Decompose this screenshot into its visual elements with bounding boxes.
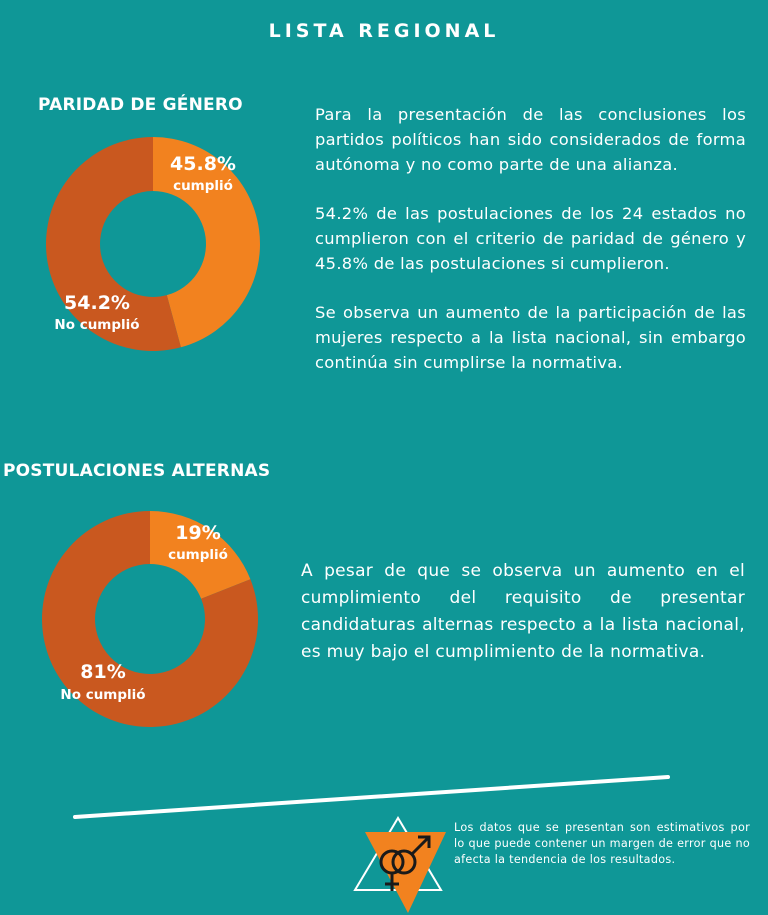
slice-value-label: 45.8% bbox=[170, 153, 236, 175]
slice-value-label: 19% bbox=[175, 522, 221, 544]
slice-category-label: cumplió bbox=[168, 547, 228, 563]
slice-category-label: cumplió bbox=[173, 178, 233, 194]
section-heading-alternas: POSTULACIONES ALTERNAS bbox=[3, 461, 271, 481]
footer-note: Los datos que se presentan son estimativos por lo que puede contener un margen de error que no afecta la tendencia de los resultados. bbox=[454, 821, 750, 866]
paragraph: Para la presentación de las conclusiones los partidos políticos han sido considerados de forma autónoma y no como parte de una alianza. bbox=[315, 105, 746, 174]
paragraph: Se observa un aumento de la participación de las mujeres respecto a la lista nacional, sin embargo continúa sin cumplirse la normativa. bbox=[315, 303, 746, 372]
section-text-alternas bbox=[301, 558, 745, 690]
section-text-paridad bbox=[315, 102, 746, 399]
donut-chart-alternas bbox=[20, 489, 280, 749]
slice-value-label: 81% bbox=[80, 661, 126, 683]
donut-chart-paridad bbox=[22, 114, 282, 374]
paragraph: 54.2% de las postulaciones de los 24 estados no cumplieron con el criterio de paridad de género y 45.8% de las postulaciones si cumplieron. bbox=[315, 204, 746, 273]
paragraph: A pesar de que se observa un aumento en el cumplimiento del requisito de presentar candidaturas alternas respecto a la lista nacional, es muy bajo el cumplimiento de la normativa. bbox=[301, 561, 745, 662]
slice-category-label: No cumplió bbox=[60, 687, 146, 703]
section-heading-paridad: PARIDAD DE GÉNERO bbox=[38, 95, 243, 115]
slice-category-label: No cumplió bbox=[54, 317, 140, 333]
slice-value-label: 54.2% bbox=[64, 292, 130, 314]
gender-symbols-icon bbox=[350, 815, 450, 915]
page-title: LISTA REGIONAL bbox=[268, 20, 500, 42]
